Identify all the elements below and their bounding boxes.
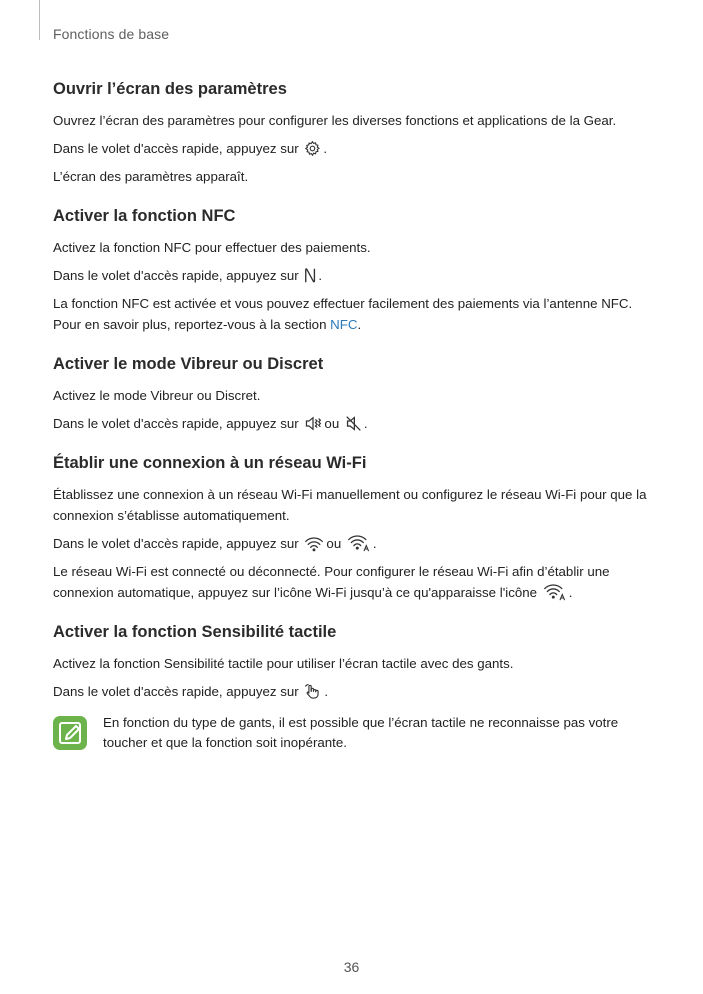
instruction-paragraph bbox=[53, 413, 653, 434]
punctuation: . bbox=[363, 416, 368, 431]
paragraph-text: Le réseau Wi-Fi est connecté ou déconnecté. Pour configurer le réseau Wi-Fi afin d’établir une connexion automatique, appuyez sur l’icône Wi-Fi jusqu’à ce qu'apparaisse l'icône bbox=[53, 564, 610, 600]
section-title: Activer la fonction NFC bbox=[53, 207, 236, 225]
section-title: Ouvrir l’écran des paramètres bbox=[53, 80, 287, 98]
paragraph: Activez la fonction Sensibilité tactile pour utiliser l’écran tactile avec des gants. bbox=[53, 656, 514, 671]
section-vibrate-silent bbox=[53, 355, 653, 434]
instruction-text: Dans le volet d'accès rapide, appuyez sur bbox=[53, 684, 299, 699]
wifi-auto-icon bbox=[347, 534, 371, 552]
paragraph: Établissez une connexion à un réseau Wi-Fi manuellement ou configurez le réseau Wi-Fi pour que la connexion s’établisse automatiquement. bbox=[53, 487, 647, 523]
punctuation: . bbox=[357, 317, 362, 332]
punctuation: . bbox=[568, 585, 573, 600]
punctuation: . bbox=[324, 684, 329, 699]
mute-icon bbox=[345, 415, 362, 432]
section-title: Activer la fonction Sensibilité tactile bbox=[53, 623, 337, 641]
paragraph-text: La fonction NFC est activée et vous pouvez effectuer facilement des paiements via l’antenne NFC. Pour en savoir plus, reportez-vous à la section bbox=[53, 296, 633, 332]
glove-touch-icon bbox=[304, 683, 322, 700]
section-title: Activer le mode Vibreur ou Discret bbox=[53, 355, 324, 373]
paragraph bbox=[53, 293, 653, 335]
nfc-icon bbox=[304, 267, 316, 284]
paragraph: Ouvrez l’écran des paramètres pour configurer les diverses fonctions et applications de la Gear. bbox=[53, 113, 617, 128]
vibrate-icon bbox=[304, 415, 322, 432]
instruction-text: Dans le volet d'accès rapide, appuyez sur bbox=[53, 536, 299, 551]
instruction-paragraph bbox=[53, 265, 653, 286]
wifi-auto-icon bbox=[543, 583, 567, 601]
page-header-title: Fonctions de base bbox=[53, 26, 170, 42]
conjunction-text: ou bbox=[326, 536, 342, 551]
section-wifi bbox=[53, 454, 653, 603]
note-box bbox=[53, 713, 653, 753]
paragraph: Activez la fonction NFC pour effectuer des paiements. bbox=[53, 240, 371, 255]
page-number: 36 bbox=[343, 959, 360, 975]
note-pencil-icon bbox=[53, 716, 87, 750]
conjunction-text: ou bbox=[324, 416, 340, 431]
wifi-icon bbox=[304, 536, 324, 552]
instruction-paragraph bbox=[53, 681, 653, 702]
instruction-paragraph bbox=[53, 533, 653, 554]
nfc-section-link[interactable]: NFC bbox=[330, 317, 358, 332]
page-content bbox=[53, 80, 653, 753]
section-touch-sensitivity bbox=[53, 623, 653, 702]
instruction-text: Dans le volet d'accès rapide, appuyez sur bbox=[53, 416, 299, 431]
punctuation: . bbox=[372, 536, 377, 551]
paragraph bbox=[53, 561, 653, 603]
section-open-settings bbox=[53, 80, 653, 187]
instruction-text: Dans le volet d'accès rapide, appuyez sur bbox=[53, 268, 299, 283]
instruction-text: Dans le volet d'accès rapide, appuyez sur bbox=[53, 141, 299, 156]
instruction-paragraph bbox=[53, 138, 653, 159]
paragraph: L’écran des paramètres apparaît. bbox=[53, 169, 249, 184]
settings-gear-icon bbox=[304, 140, 321, 157]
punctuation: . bbox=[318, 268, 323, 283]
punctuation: . bbox=[323, 141, 328, 156]
section-title: Établir une connexion à un réseau Wi-Fi bbox=[53, 454, 367, 472]
paragraph: Activez le mode Vibreur ou Discret. bbox=[53, 388, 261, 403]
note-text: En fonction du type de gants, il est possible que l’écran tactile ne reconnaisse pas votre toucher et que la fonction soit inopérante. bbox=[103, 715, 619, 750]
section-nfc bbox=[53, 207, 653, 335]
header-divider bbox=[39, 0, 40, 40]
